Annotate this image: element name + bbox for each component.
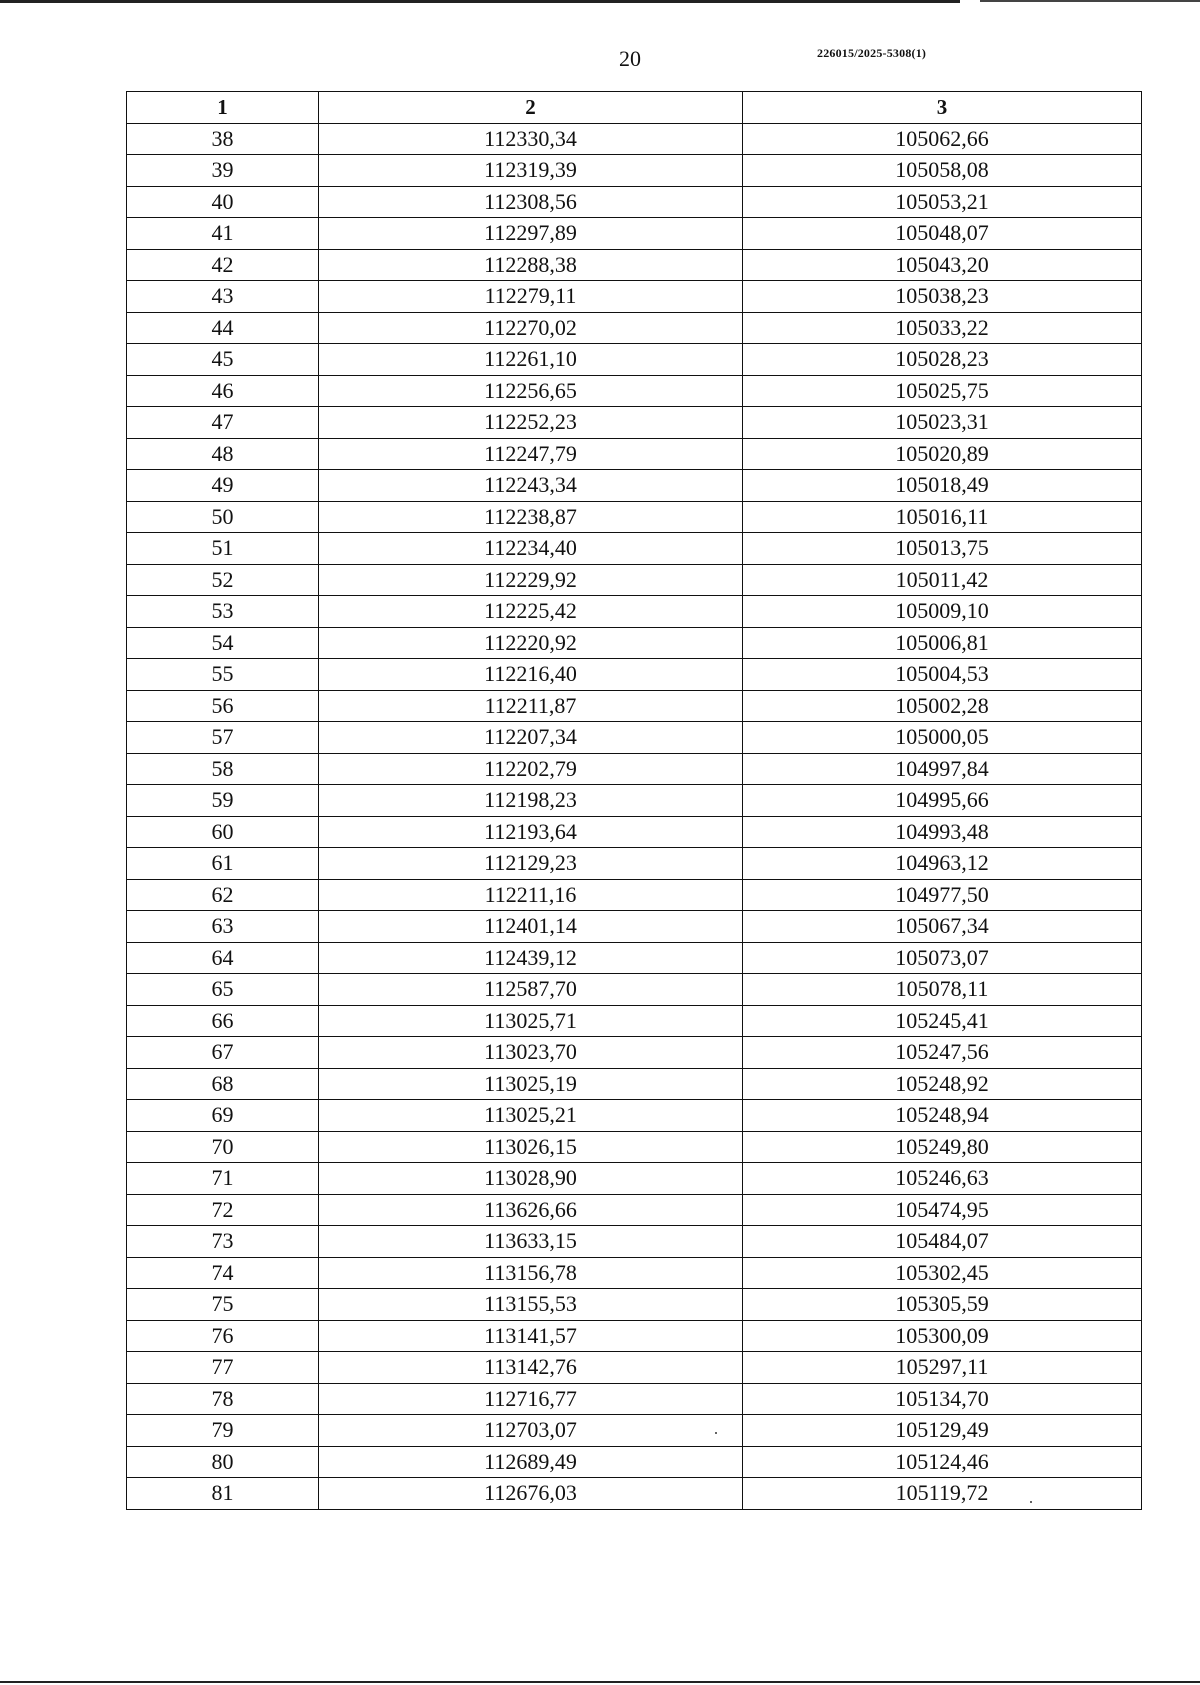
coordinate-x-cell: 112319,39	[319, 155, 743, 187]
coordinate-x-cell: 112220,92	[319, 627, 743, 659]
coordinate-y-cell: 105297,11	[743, 1352, 1142, 1384]
table-row	[127, 1415, 1142, 1447]
table-row	[127, 690, 1142, 722]
point-number-cell: 78	[127, 1383, 319, 1415]
coordinate-x-cell: 112401,14	[319, 911, 743, 943]
table-row	[127, 1320, 1142, 1352]
table-row	[127, 848, 1142, 880]
coordinate-y-cell: 105067,34	[743, 911, 1142, 943]
column-header-1: 1	[127, 92, 319, 124]
table-row	[127, 375, 1142, 407]
point-number-cell: 52	[127, 564, 319, 596]
coordinate-x-cell: 112676,03	[319, 1478, 743, 1510]
table-row	[127, 501, 1142, 533]
table-row	[127, 1289, 1142, 1321]
coordinate-x-cell: 112330,34	[319, 123, 743, 155]
table-row	[127, 564, 1142, 596]
table-row	[127, 186, 1142, 218]
coordinate-x-cell: 112229,92	[319, 564, 743, 596]
point-number-cell: 59	[127, 785, 319, 817]
table-row	[127, 155, 1142, 187]
coordinate-y-cell: 105004,53	[743, 659, 1142, 691]
scan-speck	[1030, 1501, 1032, 1503]
coordinate-y-cell: 104993,48	[743, 816, 1142, 848]
table-row	[127, 879, 1142, 911]
table-row	[127, 1068, 1142, 1100]
coordinate-y-cell: 105016,11	[743, 501, 1142, 533]
point-number-cell: 69	[127, 1100, 319, 1132]
point-number-cell: 56	[127, 690, 319, 722]
table-row	[127, 1163, 1142, 1195]
table-row	[127, 1383, 1142, 1415]
coordinate-y-cell: 105006,81	[743, 627, 1142, 659]
table-row	[127, 785, 1142, 817]
coordinate-x-cell: 112238,87	[319, 501, 743, 533]
table-row	[127, 974, 1142, 1006]
table-row	[127, 344, 1142, 376]
table-row	[127, 218, 1142, 250]
point-number-cell: 40	[127, 186, 319, 218]
coordinate-y-cell: 105025,75	[743, 375, 1142, 407]
point-number-cell: 49	[127, 470, 319, 502]
coordinate-y-cell: 105053,21	[743, 186, 1142, 218]
table-row	[127, 911, 1142, 943]
coordinate-x-cell: 112703,07	[319, 1415, 743, 1447]
point-number-cell: 62	[127, 879, 319, 911]
point-number-cell: 47	[127, 407, 319, 439]
coordinate-x-cell: 112297,89	[319, 218, 743, 250]
coordinate-x-cell: 112198,23	[319, 785, 743, 817]
table-row	[127, 1446, 1142, 1478]
point-number-cell: 44	[127, 312, 319, 344]
point-number-cell: 53	[127, 596, 319, 628]
coordinate-y-cell: 105048,07	[743, 218, 1142, 250]
coordinate-x-cell: 113156,78	[319, 1257, 743, 1289]
point-number-cell: 71	[127, 1163, 319, 1195]
scan-speck	[715, 1432, 717, 1434]
point-number-cell: 57	[127, 722, 319, 754]
coordinate-y-cell: 105302,45	[743, 1257, 1142, 1289]
table-row	[127, 533, 1142, 565]
coordinate-x-cell: 113155,53	[319, 1289, 743, 1321]
coordinate-y-cell: 105073,07	[743, 942, 1142, 974]
coordinate-y-cell: 105124,46	[743, 1446, 1142, 1478]
point-number-cell: 79	[127, 1415, 319, 1447]
coordinate-y-cell: 105119,72	[743, 1478, 1142, 1510]
point-number-cell: 63	[127, 911, 319, 943]
point-number-cell: 54	[127, 627, 319, 659]
scan-edge-top	[0, 0, 960, 3]
coordinate-y-cell: 105020,89	[743, 438, 1142, 470]
table-row	[127, 659, 1142, 691]
coordinate-y-cell: 105134,70	[743, 1383, 1142, 1415]
coordinate-x-cell: 112689,49	[319, 1446, 743, 1478]
point-number-cell: 70	[127, 1131, 319, 1163]
table-row	[127, 1478, 1142, 1510]
coordinate-x-cell: 112270,02	[319, 312, 743, 344]
coordinate-y-cell: 105249,80	[743, 1131, 1142, 1163]
coordinate-y-cell: 105043,20	[743, 249, 1142, 281]
coordinate-y-cell: 104977,50	[743, 879, 1142, 911]
coordinate-y-cell: 105245,41	[743, 1005, 1142, 1037]
coordinate-y-cell: 105038,23	[743, 281, 1142, 313]
table-row	[127, 1131, 1142, 1163]
point-number-cell: 41	[127, 218, 319, 250]
table-row	[127, 249, 1142, 281]
coordinate-y-cell: 105023,31	[743, 407, 1142, 439]
point-number-cell: 66	[127, 1005, 319, 1037]
point-number-cell: 74	[127, 1257, 319, 1289]
coordinate-y-cell: 105246,63	[743, 1163, 1142, 1195]
coordinate-x-cell: 113025,19	[319, 1068, 743, 1100]
table-row	[127, 123, 1142, 155]
point-number-cell: 64	[127, 942, 319, 974]
coordinate-x-cell: 113626,66	[319, 1194, 743, 1226]
coordinate-y-cell: 105474,95	[743, 1194, 1142, 1226]
coordinate-x-cell: 112202,79	[319, 753, 743, 785]
coordinate-x-cell: 112129,23	[319, 848, 743, 880]
table-row	[127, 596, 1142, 628]
table-row	[127, 722, 1142, 754]
table-row	[127, 942, 1142, 974]
table-row	[127, 281, 1142, 313]
point-number-cell: 72	[127, 1194, 319, 1226]
table-row	[127, 816, 1142, 848]
point-number-cell: 60	[127, 816, 319, 848]
coordinate-y-cell: 104963,12	[743, 848, 1142, 880]
coordinate-y-cell: 105018,49	[743, 470, 1142, 502]
table-row	[127, 1194, 1142, 1226]
table-row	[127, 1005, 1142, 1037]
coordinate-x-cell: 113025,71	[319, 1005, 743, 1037]
coordinate-y-cell: 104995,66	[743, 785, 1142, 817]
coordinate-x-cell: 113026,15	[319, 1131, 743, 1163]
table-row	[127, 1037, 1142, 1069]
coordinate-x-cell: 112587,70	[319, 974, 743, 1006]
point-number-cell: 73	[127, 1226, 319, 1258]
coordinate-y-cell: 105300,09	[743, 1320, 1142, 1352]
point-number-cell: 76	[127, 1320, 319, 1352]
coordinates-table	[126, 91, 1142, 1510]
coordinate-x-cell: 113023,70	[319, 1037, 743, 1069]
coordinate-y-cell: 105058,08	[743, 155, 1142, 187]
coordinate-x-cell: 112716,77	[319, 1383, 743, 1415]
point-number-cell: 51	[127, 533, 319, 565]
point-number-cell: 61	[127, 848, 319, 880]
coordinate-x-cell: 112439,12	[319, 942, 743, 974]
coordinate-x-cell: 112216,40	[319, 659, 743, 691]
point-number-cell: 81	[127, 1478, 319, 1510]
table-row	[127, 1226, 1142, 1258]
point-number-cell: 46	[127, 375, 319, 407]
coordinate-y-cell: 105000,05	[743, 722, 1142, 754]
coordinate-x-cell: 112234,40	[319, 533, 743, 565]
point-number-cell: 68	[127, 1068, 319, 1100]
coordinate-y-cell: 105484,07	[743, 1226, 1142, 1258]
coordinate-y-cell: 105062,66	[743, 123, 1142, 155]
coordinate-y-cell: 105247,56	[743, 1037, 1142, 1069]
coordinate-y-cell: 105129,49	[743, 1415, 1142, 1447]
coordinate-y-cell: 105033,22	[743, 312, 1142, 344]
table-row	[127, 1352, 1142, 1384]
coordinate-y-cell: 105248,92	[743, 1068, 1142, 1100]
coordinate-y-cell: 105028,23	[743, 344, 1142, 376]
coordinate-x-cell: 112243,34	[319, 470, 743, 502]
coordinate-x-cell: 112279,11	[319, 281, 743, 313]
coordinate-y-cell: 105305,59	[743, 1289, 1142, 1321]
point-number-cell: 55	[127, 659, 319, 691]
document-reference: 226015/2025-5308(1)	[817, 46, 927, 60]
point-number-cell: 45	[127, 344, 319, 376]
table-header-row	[127, 92, 1142, 124]
page-number: 20	[619, 46, 641, 71]
table-row	[127, 470, 1142, 502]
table-row	[127, 438, 1142, 470]
coordinate-x-cell: 112261,10	[319, 344, 743, 376]
point-number-cell: 58	[127, 753, 319, 785]
coordinate-y-cell: 105013,75	[743, 533, 1142, 565]
point-number-cell: 38	[127, 123, 319, 155]
coordinate-x-cell: 113141,57	[319, 1320, 743, 1352]
point-number-cell: 67	[127, 1037, 319, 1069]
table-row	[127, 1100, 1142, 1132]
scan-edge-top-right	[980, 0, 1200, 2]
coordinate-y-cell: 105002,28	[743, 690, 1142, 722]
coordinate-x-cell: 112288,38	[319, 249, 743, 281]
scan-edge-bottom	[0, 1681, 1200, 1683]
coordinate-x-cell: 113633,15	[319, 1226, 743, 1258]
point-number-cell: 80	[127, 1446, 319, 1478]
point-number-cell: 75	[127, 1289, 319, 1321]
coordinate-x-cell: 112225,42	[319, 596, 743, 628]
coordinate-x-cell: 112308,56	[319, 186, 743, 218]
point-number-cell: 43	[127, 281, 319, 313]
point-number-cell: 42	[127, 249, 319, 281]
table-row	[127, 407, 1142, 439]
coordinate-x-cell: 112252,23	[319, 407, 743, 439]
coordinate-x-cell: 112256,65	[319, 375, 743, 407]
table-row	[127, 1257, 1142, 1289]
column-header-2: 2	[319, 92, 743, 124]
table-body	[127, 123, 1142, 1509]
table-header	[127, 92, 1142, 124]
coordinate-x-cell: 113142,76	[319, 1352, 743, 1384]
point-number-cell: 77	[127, 1352, 319, 1384]
coordinate-x-cell: 112193,64	[319, 816, 743, 848]
coordinate-y-cell: 105248,94	[743, 1100, 1142, 1132]
point-number-cell: 50	[127, 501, 319, 533]
coordinate-y-cell: 105011,42	[743, 564, 1142, 596]
table-row	[127, 627, 1142, 659]
coordinate-x-cell: 113025,21	[319, 1100, 743, 1132]
coordinate-x-cell: 112247,79	[319, 438, 743, 470]
column-header-3: 3	[743, 92, 1142, 124]
coordinate-y-cell: 104997,84	[743, 753, 1142, 785]
table-row	[127, 753, 1142, 785]
coordinate-x-cell: 112207,34	[319, 722, 743, 754]
coordinate-x-cell: 112211,16	[319, 879, 743, 911]
point-number-cell: 48	[127, 438, 319, 470]
table-row	[127, 312, 1142, 344]
point-number-cell: 65	[127, 974, 319, 1006]
coordinate-x-cell: 113028,90	[319, 1163, 743, 1195]
coordinate-x-cell: 112211,87	[319, 690, 743, 722]
coordinate-y-cell: 105009,10	[743, 596, 1142, 628]
coordinate-y-cell: 105078,11	[743, 974, 1142, 1006]
point-number-cell: 39	[127, 155, 319, 187]
